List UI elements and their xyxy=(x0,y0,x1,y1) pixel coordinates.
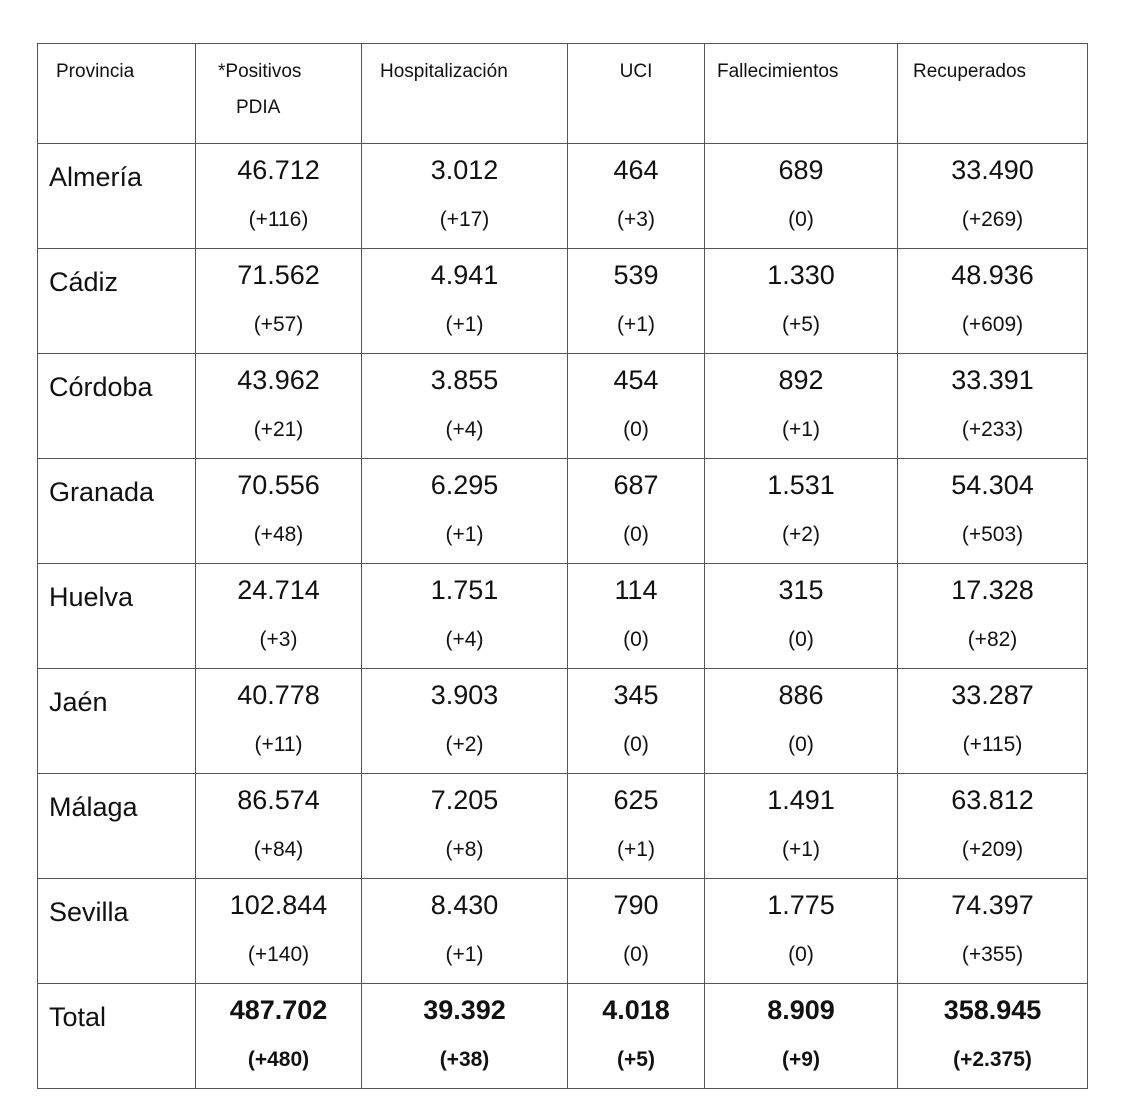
uci-delta: (0) xyxy=(623,628,649,651)
hospitalizacion-delta: (+1) xyxy=(445,523,484,546)
table-row xyxy=(38,354,1088,459)
uci-value: 687 xyxy=(613,470,659,500)
recuperados-delta: (+503) xyxy=(961,523,1024,546)
uci-delta: (+5) xyxy=(617,1048,655,1071)
header-recuperados: Recuperados xyxy=(898,44,1088,144)
recuperados-value: 358.945 xyxy=(943,995,1042,1025)
uci-value: 790 xyxy=(613,890,659,920)
cell-provincia: Jaén xyxy=(38,669,196,774)
cell-positivos xyxy=(196,144,362,249)
table-header xyxy=(38,44,1088,144)
uci-value: 539 xyxy=(613,260,659,290)
cell-provincia: Cádiz xyxy=(38,249,196,354)
fallecimientos-delta: (0) xyxy=(788,943,814,966)
hospitalizacion-value: 3.012 xyxy=(430,155,499,185)
uci-delta: (0) xyxy=(623,418,649,441)
cell-uci xyxy=(568,564,705,669)
cell-positivos xyxy=(196,459,362,564)
fallecimientos-value: 689 xyxy=(778,155,824,185)
cell-recuperados xyxy=(898,354,1088,459)
uci-delta: (0) xyxy=(623,943,649,966)
fallecimientos-value: 1.491 xyxy=(767,785,835,815)
fallecimientos-delta: (0) xyxy=(788,628,814,651)
uci-value: 114 xyxy=(614,575,658,605)
cell-uci xyxy=(568,459,705,564)
uci-value: 625 xyxy=(613,785,659,815)
fallecimientos-delta: (+9) xyxy=(782,1048,820,1071)
cell-hospitalizacion xyxy=(362,774,568,879)
cell-recuperados xyxy=(898,879,1088,984)
header-fallecimientos: Fallecimientos xyxy=(705,44,898,144)
cell-positivos xyxy=(196,879,362,984)
recuperados-delta: (+233) xyxy=(961,418,1024,441)
uci-delta: (+3) xyxy=(617,208,655,231)
cell-provincia: Huelva xyxy=(38,564,196,669)
fallecimientos-delta: (0) xyxy=(788,208,814,231)
positivos-value: 71.562 xyxy=(237,260,320,290)
cell-hospitalizacion xyxy=(362,249,568,354)
recuperados-delta: (+2.375) xyxy=(953,1048,1032,1071)
cell-positivos xyxy=(196,354,362,459)
positivos-value: 86.574 xyxy=(237,785,320,815)
fallecimientos-value: 892 xyxy=(778,365,824,395)
hospitalizacion-delta: (+2) xyxy=(445,733,484,756)
cell-positivos xyxy=(196,564,362,669)
fallecimientos-value: 1.531 xyxy=(767,470,835,500)
hospitalizacion-delta: (+1) xyxy=(445,943,484,966)
covid-data-table xyxy=(37,43,1088,1089)
recuperados-delta: (+269) xyxy=(961,208,1024,231)
header-hospitalizacion: Hospitalización xyxy=(362,44,568,144)
cell-provincia: Granada xyxy=(38,459,196,564)
cell-hospitalizacion xyxy=(362,564,568,669)
recuperados-value: 33.391 xyxy=(951,365,1034,395)
cell-fallecimientos xyxy=(705,669,898,774)
positivos-delta: (+21) xyxy=(253,418,304,441)
fallecimientos-delta: (+1) xyxy=(782,838,820,861)
uci-value: 4.018 xyxy=(602,995,670,1025)
positivos-value: 487.702 xyxy=(229,995,328,1025)
cell-recuperados xyxy=(898,564,1088,669)
table-body xyxy=(38,144,1088,1089)
uci-delta: (+1) xyxy=(617,313,655,336)
cell-positivos xyxy=(196,249,362,354)
cell-recuperados xyxy=(898,669,1088,774)
positivos-delta: (+84) xyxy=(253,838,304,861)
recuperados-value: 74.397 xyxy=(951,890,1034,920)
recuperados-delta: (+209) xyxy=(961,838,1024,861)
recuperados-value: 54.304 xyxy=(951,470,1034,500)
fallecimientos-delta: (0) xyxy=(788,733,814,756)
recuperados-delta: (+609) xyxy=(961,313,1024,336)
fallecimientos-delta: (+5) xyxy=(782,313,820,336)
recuperados-delta: (+115) xyxy=(962,733,1023,756)
cell-recuperados xyxy=(898,249,1088,354)
fallecimientos-value: 1.775 xyxy=(767,890,835,920)
header-positivos-line1: *Positivos xyxy=(218,61,302,82)
recuperados-delta: (+355) xyxy=(961,943,1024,966)
hospitalizacion-delta: (+4) xyxy=(445,418,484,441)
cell-provincia: Málaga xyxy=(38,774,196,879)
hospitalizacion-delta: (+8) xyxy=(445,838,484,861)
hospitalizacion-value: 7.205 xyxy=(430,785,499,815)
cell-positivos xyxy=(196,984,362,1089)
recuperados-delta: (+82) xyxy=(967,628,1018,651)
header-positivos xyxy=(196,44,362,144)
cell-uci xyxy=(568,249,705,354)
cell-hospitalizacion xyxy=(362,984,568,1089)
cell-positivos xyxy=(196,774,362,879)
table-row xyxy=(38,459,1088,564)
recuperados-value: 33.490 xyxy=(951,155,1034,185)
cell-hospitalizacion xyxy=(362,459,568,564)
hospitalizacion-delta: (+4) xyxy=(445,628,484,651)
positivos-delta: (+48) xyxy=(253,523,304,546)
cell-uci xyxy=(568,879,705,984)
uci-value: 454 xyxy=(613,365,659,395)
hospitalizacion-value: 8.430 xyxy=(430,890,499,920)
table-row xyxy=(38,144,1088,249)
uci-value: 345 xyxy=(613,680,659,710)
cell-uci xyxy=(568,144,705,249)
recuperados-value: 63.812 xyxy=(951,785,1034,815)
cell-provincia: Almería xyxy=(38,144,196,249)
positivos-value: 46.712 xyxy=(237,155,320,185)
cell-uci xyxy=(568,774,705,879)
fallecimientos-delta: (+1) xyxy=(782,418,820,441)
table-row xyxy=(38,564,1088,669)
recuperados-value: 48.936 xyxy=(951,260,1034,290)
hospitalizacion-delta: (+38) xyxy=(439,1048,490,1071)
table-row xyxy=(38,774,1088,879)
hospitalizacion-value: 6.295 xyxy=(430,470,499,500)
table-row xyxy=(38,249,1088,354)
cell-fallecimientos xyxy=(705,564,898,669)
fallecimientos-value: 315 xyxy=(778,575,824,605)
cell-recuperados xyxy=(898,774,1088,879)
uci-delta: (+1) xyxy=(617,838,655,861)
header-row xyxy=(38,44,1088,144)
cell-recuperados xyxy=(898,144,1088,249)
positivos-value: 43.962 xyxy=(237,365,320,395)
total-row xyxy=(38,984,1088,1089)
hospitalizacion-delta: (+17) xyxy=(439,208,490,231)
cell-provincia: Sevilla xyxy=(38,879,196,984)
cell-uci xyxy=(568,354,705,459)
header-positivos-line2: PDIA xyxy=(236,97,281,118)
fallecimientos-value: 1.330 xyxy=(767,260,835,290)
cell-uci xyxy=(568,669,705,774)
cell-positivos xyxy=(196,669,362,774)
header-uci: UCI xyxy=(568,44,705,144)
cell-fallecimientos xyxy=(705,249,898,354)
cell-fallecimientos xyxy=(705,144,898,249)
cell-recuperados xyxy=(898,984,1088,1089)
cell-fallecimientos xyxy=(705,354,898,459)
positivos-delta: (+116) xyxy=(248,208,309,231)
cell-provincia: Córdoba xyxy=(38,354,196,459)
hospitalizacion-value: 3.903 xyxy=(430,680,499,710)
uci-delta: (0) xyxy=(623,733,649,756)
fallecimientos-value: 8.909 xyxy=(767,995,835,1025)
table-row xyxy=(38,669,1088,774)
table-row xyxy=(38,879,1088,984)
hospitalizacion-value: 39.392 xyxy=(423,995,506,1025)
hospitalizacion-value: 1.751 xyxy=(430,575,499,605)
cell-fallecimientos xyxy=(705,774,898,879)
fallecimientos-value: 886 xyxy=(778,680,824,710)
positivos-delta: (+3) xyxy=(259,628,298,651)
cell-fallecimientos xyxy=(705,879,898,984)
fallecimientos-delta: (+2) xyxy=(782,523,820,546)
cell-hospitalizacion xyxy=(362,669,568,774)
header-provincia: Provincia xyxy=(38,44,196,144)
cell-hospitalizacion xyxy=(362,144,568,249)
positivos-value: 70.556 xyxy=(237,470,320,500)
cell-recuperados xyxy=(898,459,1088,564)
positivos-delta: (+480) xyxy=(247,1048,310,1071)
cell-fallecimientos xyxy=(705,984,898,1089)
cell-hospitalizacion xyxy=(362,354,568,459)
positivos-value: 40.778 xyxy=(237,680,320,710)
cell-provincia: Total xyxy=(38,984,196,1089)
hospitalizacion-value: 4.941 xyxy=(430,260,499,290)
positivos-value: 102.844 xyxy=(229,890,328,920)
positivos-value: 24.714 xyxy=(237,575,320,605)
hospitalizacion-delta: (+1) xyxy=(445,313,484,336)
cell-fallecimientos xyxy=(705,459,898,564)
uci-value: 464 xyxy=(613,155,659,185)
positivos-delta: (+140) xyxy=(247,943,310,966)
hospitalizacion-value: 3.855 xyxy=(430,365,499,395)
positivos-delta: (+11) xyxy=(254,733,303,756)
recuperados-value: 17.328 xyxy=(951,575,1034,605)
cell-uci xyxy=(568,984,705,1089)
cell-hospitalizacion xyxy=(362,879,568,984)
positivos-delta: (+57) xyxy=(253,313,304,336)
uci-delta: (0) xyxy=(623,523,649,546)
recuperados-value: 33.287 xyxy=(951,680,1034,710)
